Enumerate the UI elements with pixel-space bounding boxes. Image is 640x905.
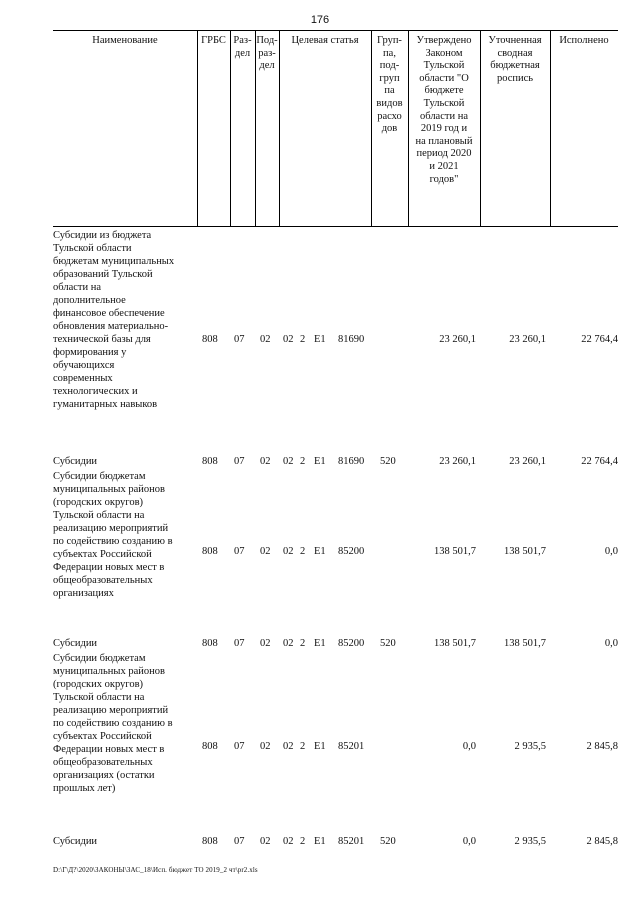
header-approved-text: Утверждено Законом Тульской области "О бюджете Тульской области на 2019 год и на плановый период 2020 и 2021 годов" xyxy=(415,35,473,185)
row-target-3: E1 xyxy=(314,456,326,467)
row-approved: 23 260,1 xyxy=(439,456,476,467)
row-target-2: 2 xyxy=(300,836,306,847)
row-section: 07 xyxy=(234,456,245,467)
row-executed: 22 764,4 xyxy=(581,456,618,467)
row-section: 07 xyxy=(234,546,245,557)
row-revised: 23 260,1 xyxy=(509,334,546,345)
row-grbs: 808 xyxy=(202,741,218,752)
row-target-4: 85201 xyxy=(338,836,365,847)
row-name: Субсидии xyxy=(53,456,98,467)
row-section: 07 xyxy=(234,334,245,345)
header-divider xyxy=(230,30,231,226)
row-grbs: 808 xyxy=(202,334,218,345)
row-target-1: 02 xyxy=(283,836,294,847)
row-grbs: 808 xyxy=(202,836,218,847)
row-subsection: 02 xyxy=(260,836,271,847)
page-number: 176 xyxy=(310,14,330,26)
row-revised: 23 260,1 xyxy=(509,456,546,467)
row-approved: 23 260,1 xyxy=(439,334,476,345)
row-target-2: 2 xyxy=(300,334,306,345)
row-name: Субсидии xyxy=(53,836,98,847)
header-target-text: Целевая статья xyxy=(291,35,359,46)
row-executed: 0,0 xyxy=(604,546,618,557)
row-executed: 0,0 xyxy=(604,638,618,649)
row-target-2: 2 xyxy=(300,546,306,557)
header-name xyxy=(53,30,197,227)
header-divider xyxy=(550,30,551,226)
row-target-4: 81690 xyxy=(338,456,365,467)
row-executed: 2 845,8 xyxy=(586,741,618,752)
row-subsection: 02 xyxy=(260,741,271,752)
header-section-text: Раз- дел xyxy=(233,35,252,59)
row-target-3: E1 xyxy=(314,836,326,847)
row-subsection: 02 xyxy=(260,456,271,467)
row-target-1: 02 xyxy=(283,334,294,345)
row-target-4: 85200 xyxy=(338,546,365,557)
header-executed-text: Исполнено xyxy=(559,35,609,46)
row-approved: 0,0 xyxy=(462,836,476,847)
header-divider xyxy=(371,30,372,226)
header-group xyxy=(371,30,408,227)
row-subsection: 02 xyxy=(260,546,271,557)
row-revised: 138 501,7 xyxy=(504,638,546,649)
row-subsection: 02 xyxy=(260,638,271,649)
row-target-1: 02 xyxy=(283,638,294,649)
row-target-3: E1 xyxy=(314,638,326,649)
footer-file-path: D:\Г\Д?\2020\ЗАКОНЫ\ЗАС_18\Исп. бюджет ТО 2019_2 чт\pr2.xls xyxy=(53,866,258,874)
row-target-3: E1 xyxy=(314,546,326,557)
header-subsection-text: Под- раз- дел xyxy=(256,35,278,72)
header-subsection xyxy=(255,30,279,227)
row-target-1: 02 xyxy=(283,456,294,467)
row-name: Субсидии xyxy=(53,638,98,649)
row-section: 07 xyxy=(234,638,245,649)
row-name: Субсидии бюджетам муниципальных районов (городских округов) Тульской области на реализацию мероприятий по содействию созданию в субъектах Российской Федерации новых мест в общеобразовательных организациях xyxy=(53,471,173,599)
row-name: Субсидии бюджетам муниципальных районов (городских округов) Тульской области на реализацию мероприятий по содействию созданию в субъектах Российской Федерации новых мест в общеобразовательных организациях (остатки прошлых лет) xyxy=(53,653,173,794)
header-approved xyxy=(408,30,480,227)
header-divider xyxy=(197,30,198,226)
row-grbs: 808 xyxy=(202,546,218,557)
header-bottom-border xyxy=(53,226,618,227)
row-group: 520 xyxy=(380,456,396,467)
row-executed: 2 845,8 xyxy=(586,836,618,847)
header-grbs-text: ГРБС xyxy=(201,35,226,46)
row-subsection: 02 xyxy=(260,334,271,345)
row-section: 07 xyxy=(234,741,245,752)
row-revised: 2 935,5 xyxy=(514,741,546,752)
row-grbs: 808 xyxy=(202,638,218,649)
row-group: 520 xyxy=(380,638,396,649)
row-name: Субсидии из бюджета Тульской области бюджетам муниципальных образований Тульской области на дополнительное финансовое обеспечение обновления материально- технической базы для формирования у обучающихся современных технологических и гуманитарных навыков xyxy=(53,230,175,410)
header-grbs xyxy=(197,30,230,227)
row-approved: 138 501,7 xyxy=(434,546,476,557)
header-section xyxy=(230,30,255,227)
row-target-1: 02 xyxy=(283,741,294,752)
row-target-3: E1 xyxy=(314,741,326,752)
row-revised: 138 501,7 xyxy=(504,546,546,557)
row-group: 520 xyxy=(380,836,396,847)
header-group-text: Груп- па, под- груп па видов расхо дов xyxy=(376,35,403,135)
row-target-4: 85201 xyxy=(338,741,365,752)
row-executed: 22 764,4 xyxy=(581,334,618,345)
row-target-4: 85200 xyxy=(338,638,365,649)
row-target-1: 02 xyxy=(283,546,294,557)
header-target xyxy=(279,30,371,227)
row-target-2: 2 xyxy=(300,741,306,752)
row-grbs: 808 xyxy=(202,456,218,467)
header-revised-text: Уточненная сводная бюджетная роспись xyxy=(488,35,542,84)
row-target-4: 81690 xyxy=(338,334,365,345)
header-name-text: Наименование xyxy=(92,35,158,46)
row-approved: 0,0 xyxy=(462,741,476,752)
header-divider xyxy=(255,30,256,226)
header-revised xyxy=(480,30,550,227)
row-target-2: 2 xyxy=(300,456,306,467)
header-executed xyxy=(550,30,618,227)
row-target-3: E1 xyxy=(314,334,326,345)
row-section: 07 xyxy=(234,836,245,847)
header-divider xyxy=(408,30,409,226)
row-revised: 2 935,5 xyxy=(514,836,546,847)
header-divider xyxy=(480,30,481,226)
header-divider xyxy=(279,30,280,226)
row-target-2: 2 xyxy=(300,638,306,649)
row-approved: 138 501,7 xyxy=(434,638,476,649)
